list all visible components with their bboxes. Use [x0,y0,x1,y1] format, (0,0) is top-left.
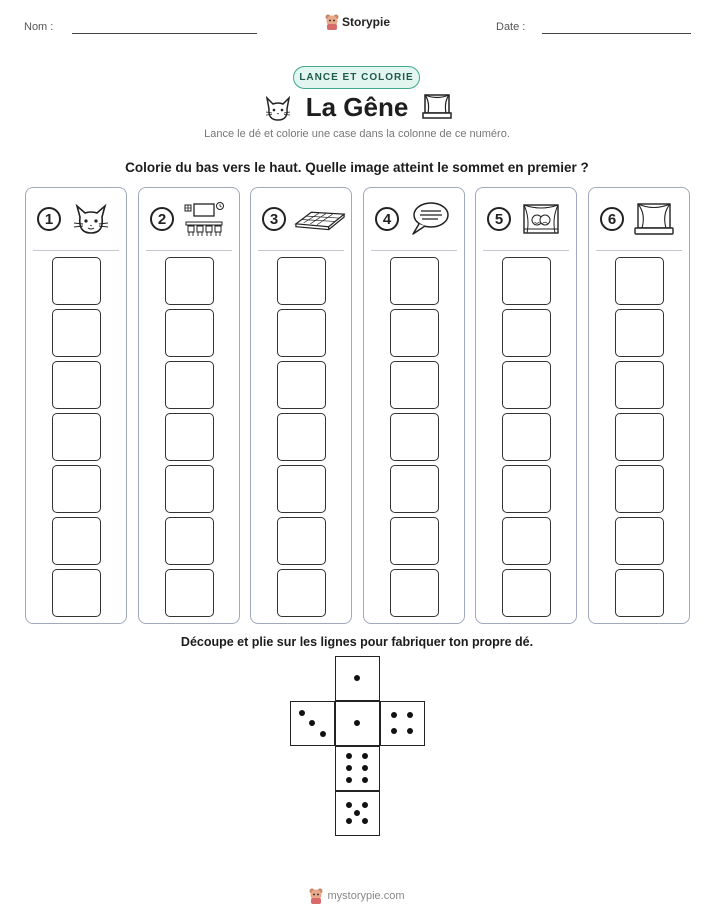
column-3 [250,187,352,624]
dice-pip [391,728,397,734]
coloring-cell [390,309,439,357]
coloring-cell [390,569,439,617]
classroom-icon [182,200,226,238]
brand-logo [325,14,390,30]
cat-icon [69,200,113,238]
column-separator [596,250,682,251]
dice-face-4 [380,701,425,746]
coloring-cell [277,361,326,409]
name-line [72,33,257,34]
dice-face-5 [335,791,380,836]
dice-face-3 [290,701,335,746]
coloring-cell [502,413,551,461]
coloring-cell [502,361,551,409]
dice-face-1 [335,656,380,701]
footer [0,888,714,904]
column-5 [475,187,577,624]
coloring-cell [52,465,101,513]
dice-pip [391,712,397,718]
column-2 [138,187,240,624]
coloring-cell [52,413,101,461]
column-separator [371,250,457,251]
speech-bubble-icon [407,200,451,238]
subtitle: Lance le dé et colorie une case dans la colonne de ce numéro. [204,128,510,140]
dice-pip [354,720,360,726]
coloring-cell [277,413,326,461]
coloring-cell [390,465,439,513]
dice-pip [354,810,360,816]
column-number: 6 [600,207,624,231]
column-number: 4 [375,207,399,231]
dice-pip [354,675,360,681]
dice-pip [346,777,352,783]
coloring-cell [502,465,551,513]
stage-icon [632,200,676,238]
coloring-cell [277,309,326,357]
column-separator [33,250,119,251]
coloring-instruction: Colorie du bas vers le haut. Quelle image atteint le sommet en premier ? [125,160,589,175]
activity-badge: LANCE ET COLORIE [293,66,420,89]
dice-pip [346,753,352,759]
coloring-cell [615,257,664,305]
coloring-cell [502,517,551,565]
coloring-cell [502,569,551,617]
theater-masks-icon [519,200,563,238]
dice-pip [362,753,368,759]
coloring-cell [165,361,214,409]
coloring-cell [615,517,664,565]
coloring-cell [615,413,664,461]
coloring-cell [615,569,664,617]
coloring-cell [52,517,101,565]
date-line [542,33,691,34]
dice-pip [320,731,326,737]
dice-pip [309,720,315,726]
coloring-cell [165,257,214,305]
column-number: 2 [150,207,174,231]
column-1 [25,187,127,624]
coloring-cell [165,413,214,461]
column-number: 5 [487,207,511,231]
coloring-cell [165,569,214,617]
coloring-cell [390,257,439,305]
coloring-cell [502,309,551,357]
coloring-cell [277,517,326,565]
coloring-cell [165,309,214,357]
dice-pip [346,818,352,824]
coloring-cell [52,569,101,617]
coloring-cell [52,257,101,305]
dice-face-6 [335,746,380,791]
dice-net [290,656,425,836]
bear-logo-icon [309,888,323,904]
coloring-cell [165,465,214,513]
column-6 [588,187,690,624]
name-label: Nom : [24,21,54,33]
dice-pip [346,765,352,771]
coloring-cell [502,257,551,305]
floor-mat-icon [294,200,346,238]
dice-pip [346,802,352,808]
coloring-cell [277,257,326,305]
coloring-cell [52,361,101,409]
coloring-cell [390,517,439,565]
title-stage-icon [422,92,452,127]
dice-face-1 [335,701,380,746]
coloring-cell [277,569,326,617]
footer-url: mystorypie.com [327,890,405,902]
coloring-cell [390,361,439,409]
dice-pip [362,802,368,808]
coloring-cell [615,309,664,357]
dice-pip [362,777,368,783]
dice-pip [407,712,413,718]
column-4 [363,187,465,624]
coloring-cell [277,465,326,513]
coloring-cell [165,517,214,565]
date-label: Date : [496,21,526,33]
dice-pip [407,728,413,734]
column-number: 1 [37,207,61,231]
coloring-cell [615,361,664,409]
coloring-cell [615,465,664,513]
bear-logo-icon [325,14,339,30]
dice-pip [299,710,305,716]
dice-instruction: Découpe et plie sur les lignes pour fabriquer ton propre dé. [180,635,534,649]
dice-pip [362,765,368,771]
brand-name: Storypie [342,15,391,29]
column-separator [258,250,344,251]
coloring-cell [390,413,439,461]
page-title: La Gêne [305,92,409,122]
coloring-cell [52,309,101,357]
dice-pip [362,818,368,824]
column-separator [146,250,232,251]
column-number: 3 [262,207,286,231]
column-separator [483,250,569,251]
